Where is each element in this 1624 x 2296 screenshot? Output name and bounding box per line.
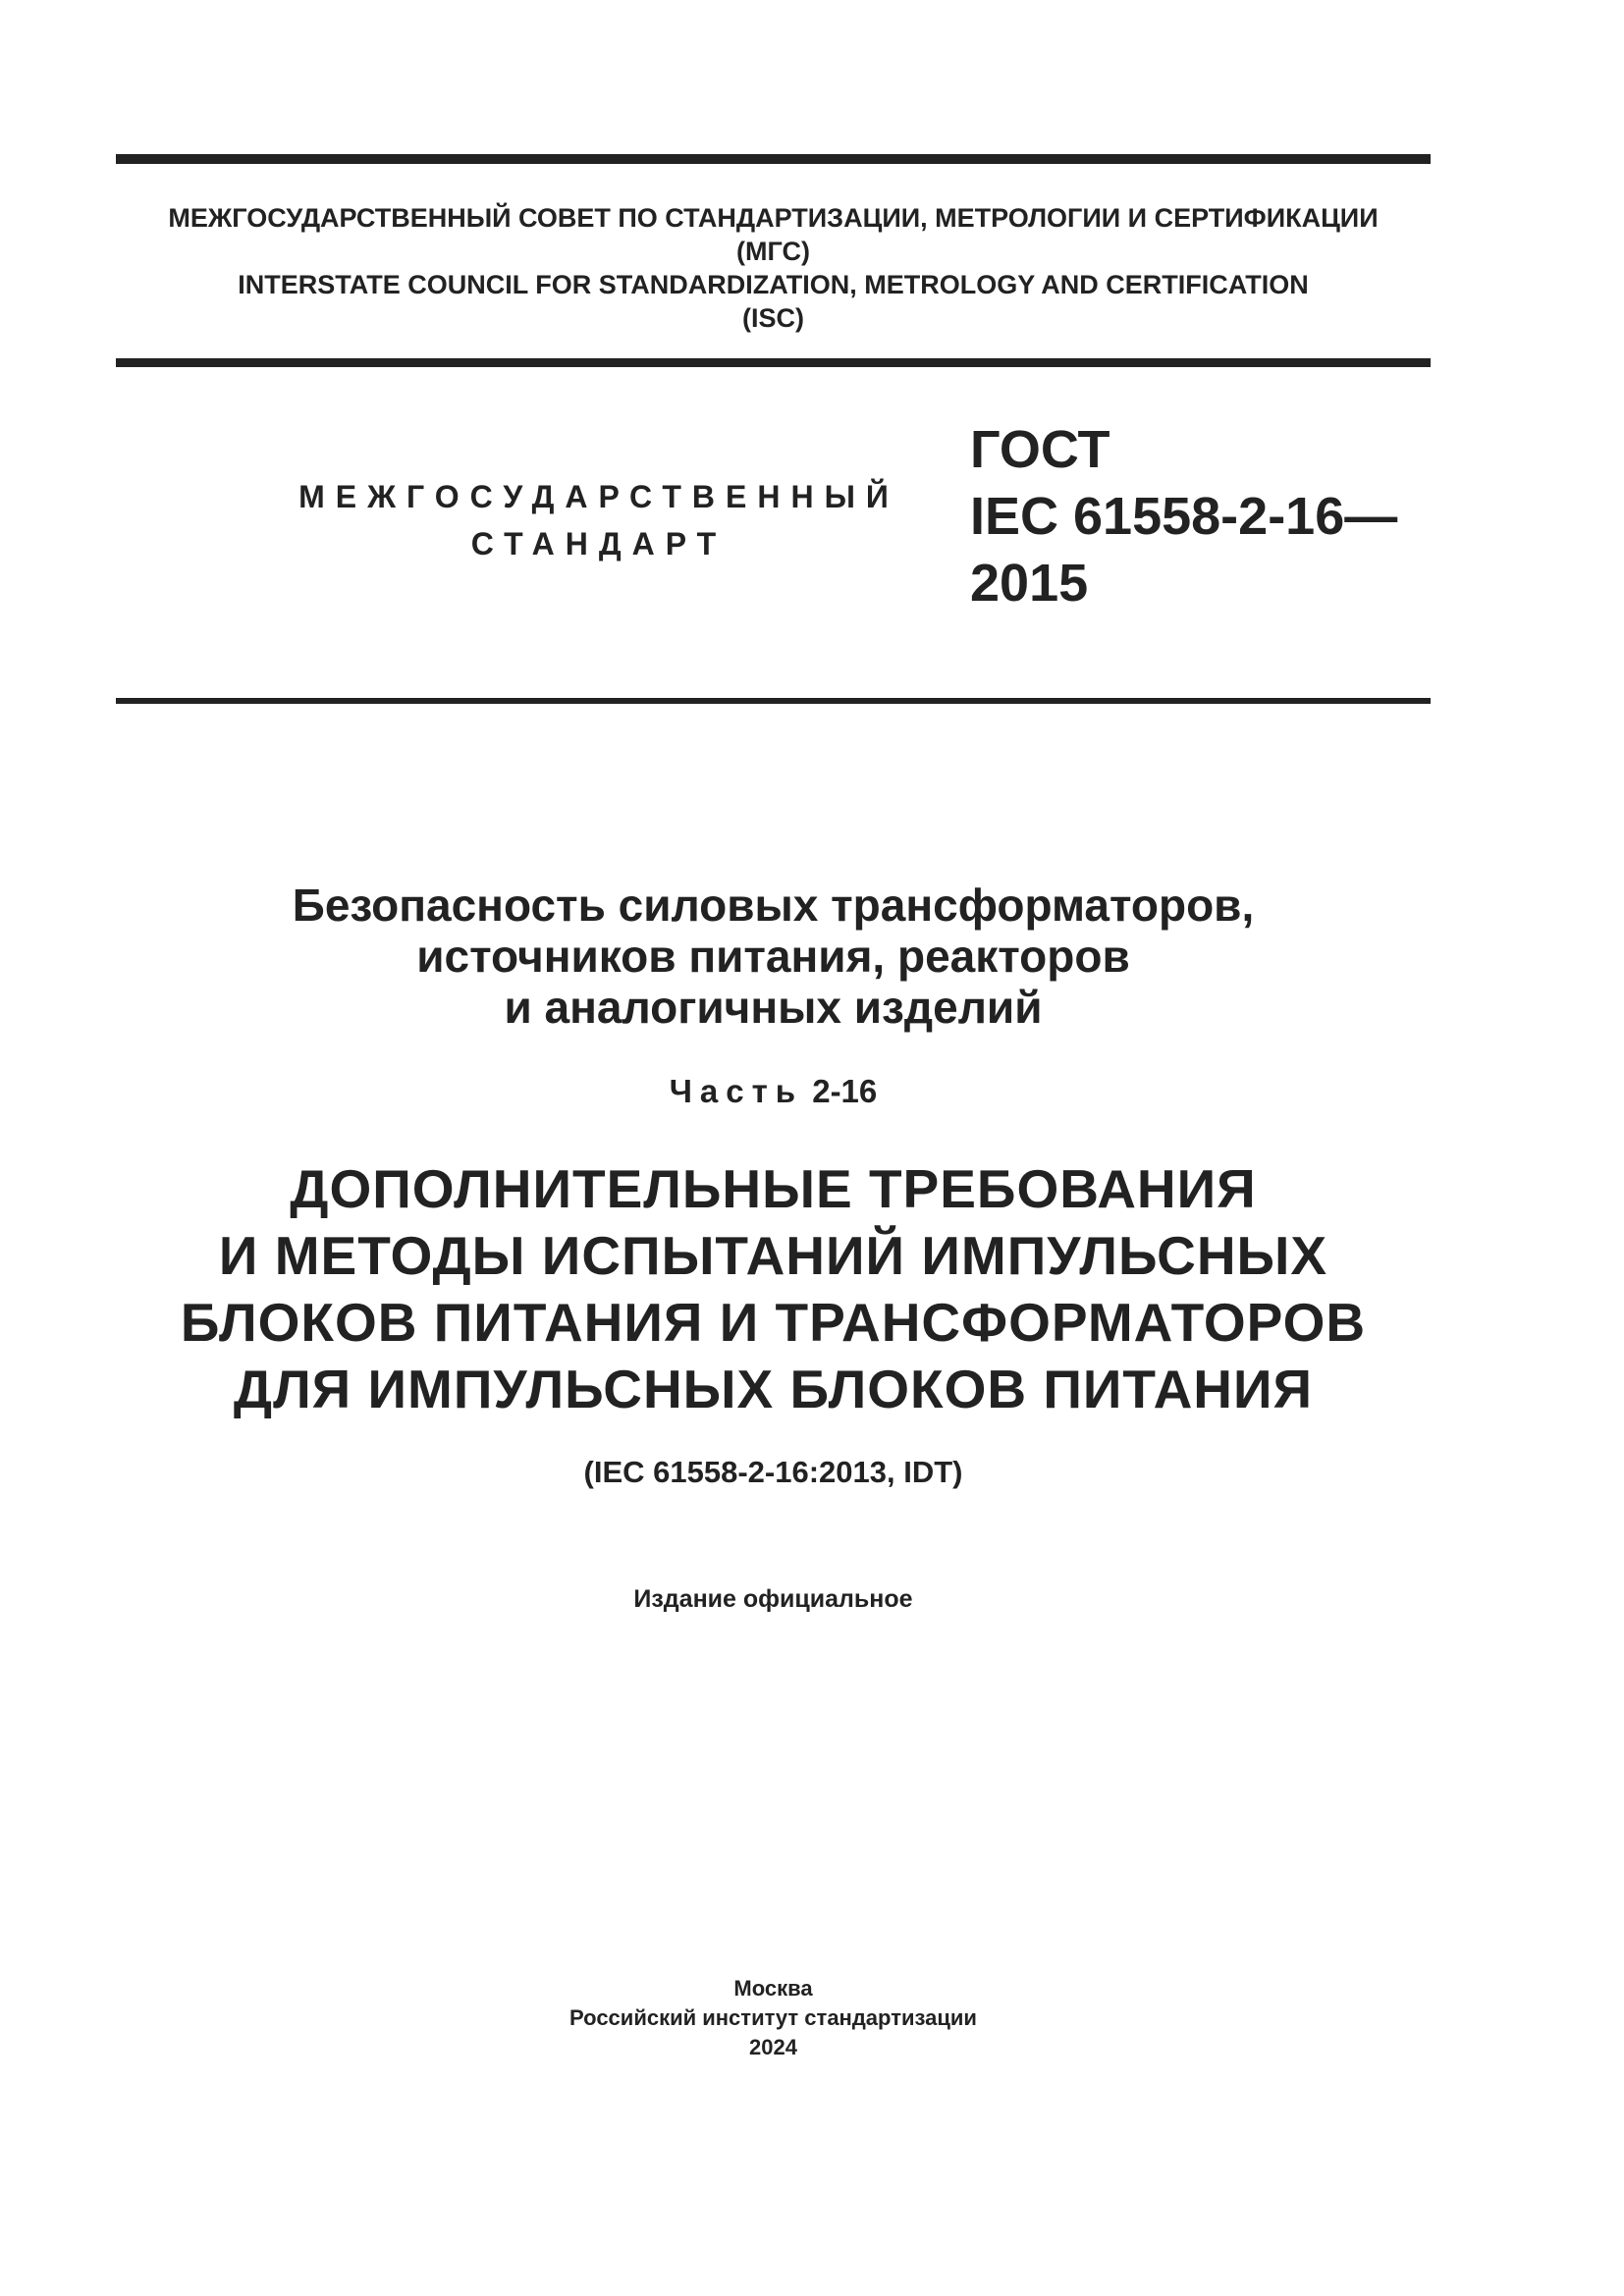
identity-reference: (IEC 61558-2-16:2013, IDT) <box>583 1455 963 1489</box>
standard-type <box>295 473 903 567</box>
part-word: Часть <box>669 1073 804 1109</box>
part-label <box>116 1071 1431 1112</box>
subtitle-line-4: ДЛЯ ИМПУЛЬСНЫХ БЛОКОВ ПИТАНИЯ <box>233 1359 1314 1419</box>
title-line-3: и аналогичных изделий <box>504 982 1043 1033</box>
subtitle-line-2: И МЕТОДЫ ИСПЫТАНИЙ ИМПУЛЬСНЫХ <box>218 1225 1328 1286</box>
council-abbr-en: (ISC) <box>742 303 804 333</box>
imprint <box>116 1974 1431 2062</box>
council-header <box>116 201 1431 335</box>
standard-designation <box>970 416 1397 616</box>
designation-rule <box>116 698 1431 704</box>
designation-line-1: ГОСТ <box>970 420 1110 479</box>
council-name-ru: МЕЖГОСУДАРСТВЕННЫЙ СОВЕТ ПО СТАНДАРТИЗАЦИИ, МЕТРОЛОГИИ И СЕРТИФИКАЦИИ <box>168 203 1379 233</box>
council-name-en: INTERSTATE COUNCIL FOR STANDARDIZATION, METROLOGY AND CERTIFICATION <box>238 270 1309 299</box>
imprint-publisher: Российский институт стандартизации <box>569 2005 977 2030</box>
title-line-2: источников питания, реакторов <box>416 931 1130 982</box>
council-abbr-ru: (МГС) <box>736 237 810 266</box>
imprint-city: Москва <box>733 1976 813 2001</box>
subtitle-line-1: ДОПОЛНИТЕЛЬНЫЕ ТРЕБОВАНИЯ <box>290 1158 1257 1219</box>
standard-type-line-1: МЕЖГОСУДАРСТВЕННЫЙ <box>298 479 899 514</box>
document-title <box>116 880 1431 1033</box>
imprint-year: 2024 <box>749 2035 797 2059</box>
designation-line-3: 2015 <box>970 554 1089 613</box>
top-rule <box>116 154 1431 164</box>
part-number: 2-16 <box>812 1073 878 1109</box>
document-subtitle <box>116 1155 1431 1422</box>
council-rule <box>116 358 1431 367</box>
title-line-1: Безопасность силовых трансформаторов, <box>292 880 1255 931</box>
edition-note: Издание официальное <box>633 1585 913 1613</box>
designation-line-2: IEC 61558-2-16— <box>970 487 1398 546</box>
standard-type-line-2: СТАНДАРТ <box>470 526 728 561</box>
subtitle-line-3: БЛОКОВ ПИТАНИЯ И ТРАНСФОРМАТОРОВ <box>180 1292 1367 1353</box>
